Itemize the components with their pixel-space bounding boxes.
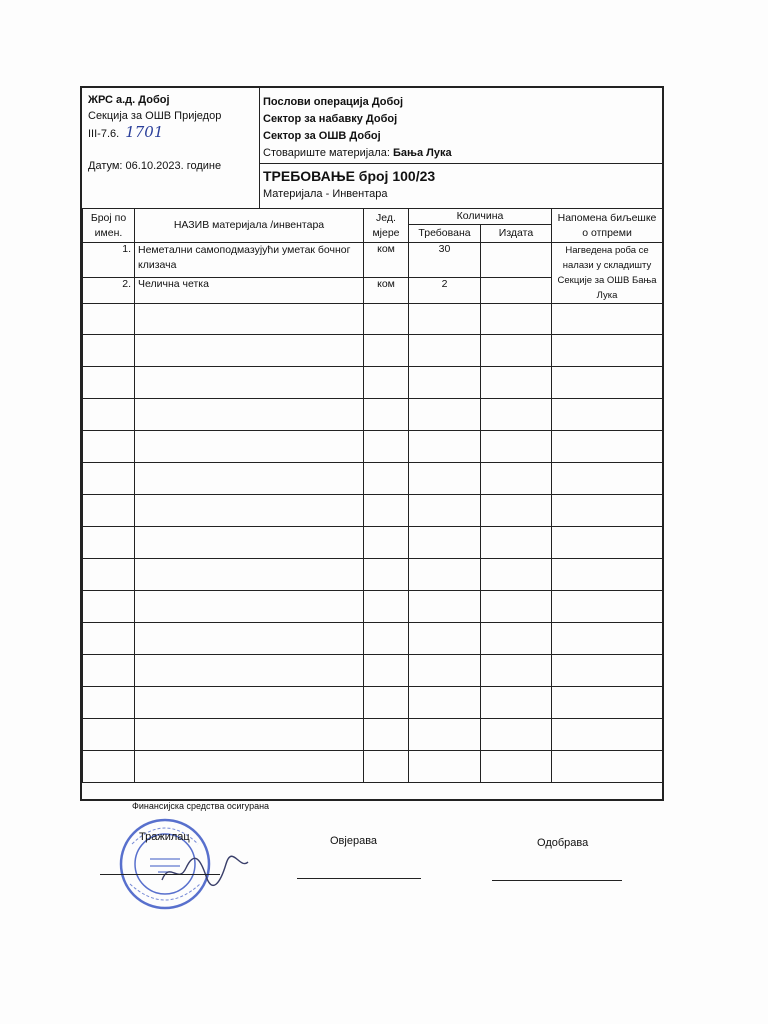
warehouse-line: Стовариште материјала: Бања Лука: [263, 147, 452, 159]
empty-cell: [552, 527, 663, 559]
empty-cell: [481, 559, 552, 591]
empty-cell: [364, 559, 409, 591]
empty-row: [83, 623, 663, 655]
empty-cell: [364, 495, 409, 527]
row-name: Челична четка: [135, 277, 364, 303]
empty-row: [83, 399, 663, 431]
empty-cell: [552, 591, 663, 623]
empty-cell: [135, 463, 364, 495]
section-code: III-7.6. 1701: [88, 123, 164, 141]
empty-cell: [552, 719, 663, 751]
empty-cell: [83, 655, 135, 687]
empty-cell: [83, 687, 135, 719]
empty-cell: [409, 623, 481, 655]
empty-cell: [552, 751, 663, 783]
empty-cell: [83, 304, 135, 335]
document-subtitle: Материјала - Инвентара: [263, 188, 388, 200]
header-right-top: [260, 88, 662, 164]
empty-cell: [481, 623, 552, 655]
empty-cell: [409, 559, 481, 591]
empty-cell: [83, 399, 135, 431]
delivery-note: Нагведена роба се налази у складишту Секције за ОШВ Бања Лука: [552, 243, 663, 304]
empty-cell: [552, 431, 663, 463]
empty-row: [83, 495, 663, 527]
empty-cell: [83, 719, 135, 751]
empty-cell: [409, 527, 481, 559]
empty-row: [83, 527, 663, 559]
empty-cell: [409, 591, 481, 623]
empty-cell: [481, 719, 552, 751]
empty-cell: [409, 367, 481, 399]
empty-cell: [83, 463, 135, 495]
empty-cell: [364, 335, 409, 367]
empty-cell: [552, 495, 663, 527]
empty-cell: [83, 335, 135, 367]
empty-cell: [481, 463, 552, 495]
row-requested: 2: [409, 277, 481, 303]
empty-cell: [135, 655, 364, 687]
col-header-unit: Јед. мјере: [364, 209, 409, 243]
empty-cell: [409, 751, 481, 783]
col-header-quantity: Количина: [409, 209, 552, 225]
empty-cell: [481, 495, 552, 527]
empty-cell: [552, 335, 663, 367]
empty-cell: [135, 687, 364, 719]
empty-row: [83, 367, 663, 399]
empty-cell: [409, 463, 481, 495]
empty-cell: [364, 399, 409, 431]
empty-row: [83, 431, 663, 463]
empty-cell: [364, 591, 409, 623]
empty-cell: [481, 399, 552, 431]
approves-label: Одобрава: [537, 837, 589, 849]
empty-row: [83, 304, 663, 335]
document-date: Датум: 06.10.2023. године: [88, 160, 222, 172]
empty-cell: [83, 751, 135, 783]
approves-signature-line: [492, 880, 622, 881]
empty-cell: [364, 719, 409, 751]
empty-cell: [83, 527, 135, 559]
empty-row: [83, 463, 663, 495]
empty-cell: [409, 719, 481, 751]
empty-cell: [481, 751, 552, 783]
row-no: 2.: [83, 277, 135, 303]
empty-cell: [364, 623, 409, 655]
empty-row: [83, 559, 663, 591]
signature: [160, 850, 250, 890]
empty-cell: [364, 431, 409, 463]
empty-cell: [481, 367, 552, 399]
empty-cell: [409, 431, 481, 463]
department-line-2: Сектор за набавку Добој: [263, 113, 398, 125]
empty-cell: [481, 655, 552, 687]
empty-row: [83, 335, 663, 367]
empty-cell: [481, 591, 552, 623]
empty-cell: [409, 399, 481, 431]
col-header-name: НАЗИВ материјала /инвентара: [135, 209, 364, 243]
document-title: ТРЕБОВАЊЕ број 100/23: [263, 168, 436, 184]
requisition-form: [80, 86, 664, 801]
row-name: Неметални самоподмазујући уметак бочног клизача: [135, 243, 364, 278]
empty-cell: [135, 719, 364, 751]
empty-cell: [364, 687, 409, 719]
row-issued: [481, 243, 552, 278]
empty-cell: [552, 655, 663, 687]
row-no: 1.: [83, 243, 135, 278]
empty-row: [83, 591, 663, 623]
empty-cell: [552, 304, 663, 335]
table-row: [83, 243, 663, 278]
empty-cell: [481, 687, 552, 719]
empty-cell: [83, 431, 135, 463]
empty-cell: [481, 431, 552, 463]
empty-cell: [83, 495, 135, 527]
row-issued: [481, 277, 552, 303]
empty-cell: [552, 623, 663, 655]
col-header-no: Број по имен.: [83, 209, 135, 243]
empty-cell: [409, 304, 481, 335]
empty-cell: [83, 591, 135, 623]
empty-cell: [135, 431, 364, 463]
department-line-1: Послови операција Добој: [263, 96, 404, 108]
requester-label: Тражилац: [139, 831, 190, 843]
row-requested: 30: [409, 243, 481, 278]
empty-cell: [364, 527, 409, 559]
empty-cell: [364, 751, 409, 783]
empty-cell: [135, 495, 364, 527]
empty-cell: [364, 655, 409, 687]
requester-signature-line: [100, 874, 220, 875]
empty-cell: [552, 399, 663, 431]
empty-cell: [409, 495, 481, 527]
empty-cell: [135, 623, 364, 655]
empty-cell: [83, 367, 135, 399]
empty-cell: [552, 367, 663, 399]
empty-cell: [83, 623, 135, 655]
empty-cell: [83, 559, 135, 591]
department-line-3: Сектор за ОШВ Добој: [263, 130, 381, 142]
empty-cell: [552, 559, 663, 591]
empty-cell: [481, 304, 552, 335]
empty-row: [83, 655, 663, 687]
empty-cell: [364, 463, 409, 495]
items-table: [82, 208, 663, 783]
empty-row: [83, 687, 663, 719]
funds-note: Финансијска средства осигурана: [132, 801, 270, 811]
row-unit: ком: [364, 277, 409, 303]
col-header-issued: Издата: [481, 225, 552, 243]
empty-cell: [552, 687, 663, 719]
header-left: [82, 88, 260, 208]
empty-cell: [135, 335, 364, 367]
col-header-requested: Требована: [409, 225, 481, 243]
empty-cell: [481, 335, 552, 367]
col-header-note: Напомена биљешке о отпреми: [552, 209, 663, 243]
header-title-block: [260, 164, 662, 208]
company-name: ЖРС а.д. Добој: [88, 94, 170, 106]
empty-cell: [135, 751, 364, 783]
empty-cell: [409, 655, 481, 687]
empty-cell: [552, 463, 663, 495]
section-name: Секција за ОШВ Приједор: [88, 110, 222, 122]
empty-cell: [409, 687, 481, 719]
verifies-label: Овјерава: [330, 835, 378, 847]
empty-cell: [135, 591, 364, 623]
empty-cell: [135, 559, 364, 591]
empty-cell: [135, 527, 364, 559]
empty-row: [83, 719, 663, 751]
handwritten-number: 1701: [125, 123, 164, 141]
empty-cell: [481, 527, 552, 559]
empty-cell: [364, 367, 409, 399]
row-unit: ком: [364, 243, 409, 278]
empty-cell: [135, 399, 364, 431]
empty-cell: [364, 304, 409, 335]
verifies-signature-line: [297, 878, 421, 879]
empty-cell: [135, 304, 364, 335]
empty-cell: [135, 367, 364, 399]
empty-row: [83, 751, 663, 783]
empty-cell: [409, 335, 481, 367]
